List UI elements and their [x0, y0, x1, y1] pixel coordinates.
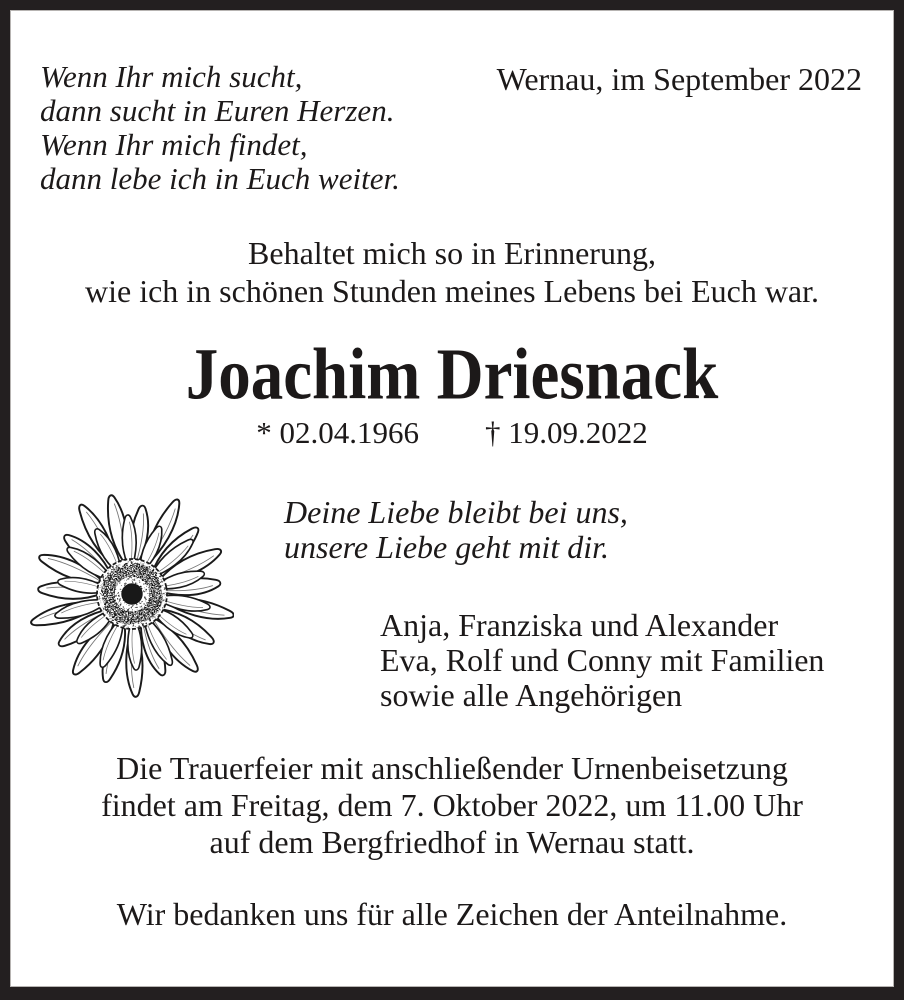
- farewell-verse: [284, 495, 628, 565]
- epigraph-poem: [40, 60, 400, 196]
- mourners-list: [380, 608, 824, 713]
- place-dateline: Wernau, im September 2022: [496, 61, 862, 97]
- funeral-info-line: auf dem Bergfriedhof in Wernau statt.: [209, 824, 695, 860]
- remembrance-line: wie ich in schönen Stunden meines Lebens bei Euch war.: [84, 273, 820, 309]
- deceased-name-text: Joachim Driesnack: [185, 334, 719, 416]
- life-dates: [0, 415, 904, 451]
- epigraph-line: Wenn Ihr mich sucht,: [40, 59, 303, 94]
- death-date: † 19.09.2022: [485, 415, 648, 450]
- remembrance-text: [0, 234, 904, 310]
- funeral-info-line: Die Trauerfeier mit anschließender Urnenbeisetzung: [116, 750, 788, 786]
- funeral-info-line: findet am Freitag, dem 7. Oktober 2022, um 11.00 Uhr: [101, 787, 803, 823]
- epigraph-line: dann sucht in Euren Herzen.: [40, 93, 395, 128]
- farewell-verse-line: Deine Liebe bleibt bei uns,: [284, 494, 628, 530]
- mourners-line: sowie alle Angehörigen: [380, 677, 683, 713]
- thanks-line: Wir bedanken uns für alle Zeichen der Anteilnahme.: [116, 896, 788, 932]
- epigraph-line: Wenn Ihr mich findet,: [40, 127, 308, 162]
- funeral-information: [0, 750, 904, 861]
- deceased-name: [0, 334, 904, 416]
- sunflower-icon: [30, 486, 234, 702]
- epigraph-line: dann lebe ich in Euch weiter.: [40, 161, 400, 196]
- mourners-line: Anja, Franziska und Alexander: [380, 607, 779, 643]
- farewell-verse-line: unsere Liebe geht mit dir.: [284, 529, 609, 565]
- remembrance-line: Behaltet mich so in Erinnerung,: [248, 235, 656, 271]
- mourners-line: Eva, Rolf und Conny mit Familien: [380, 642, 825, 678]
- birth-date: * 02.04.1966: [256, 415, 419, 450]
